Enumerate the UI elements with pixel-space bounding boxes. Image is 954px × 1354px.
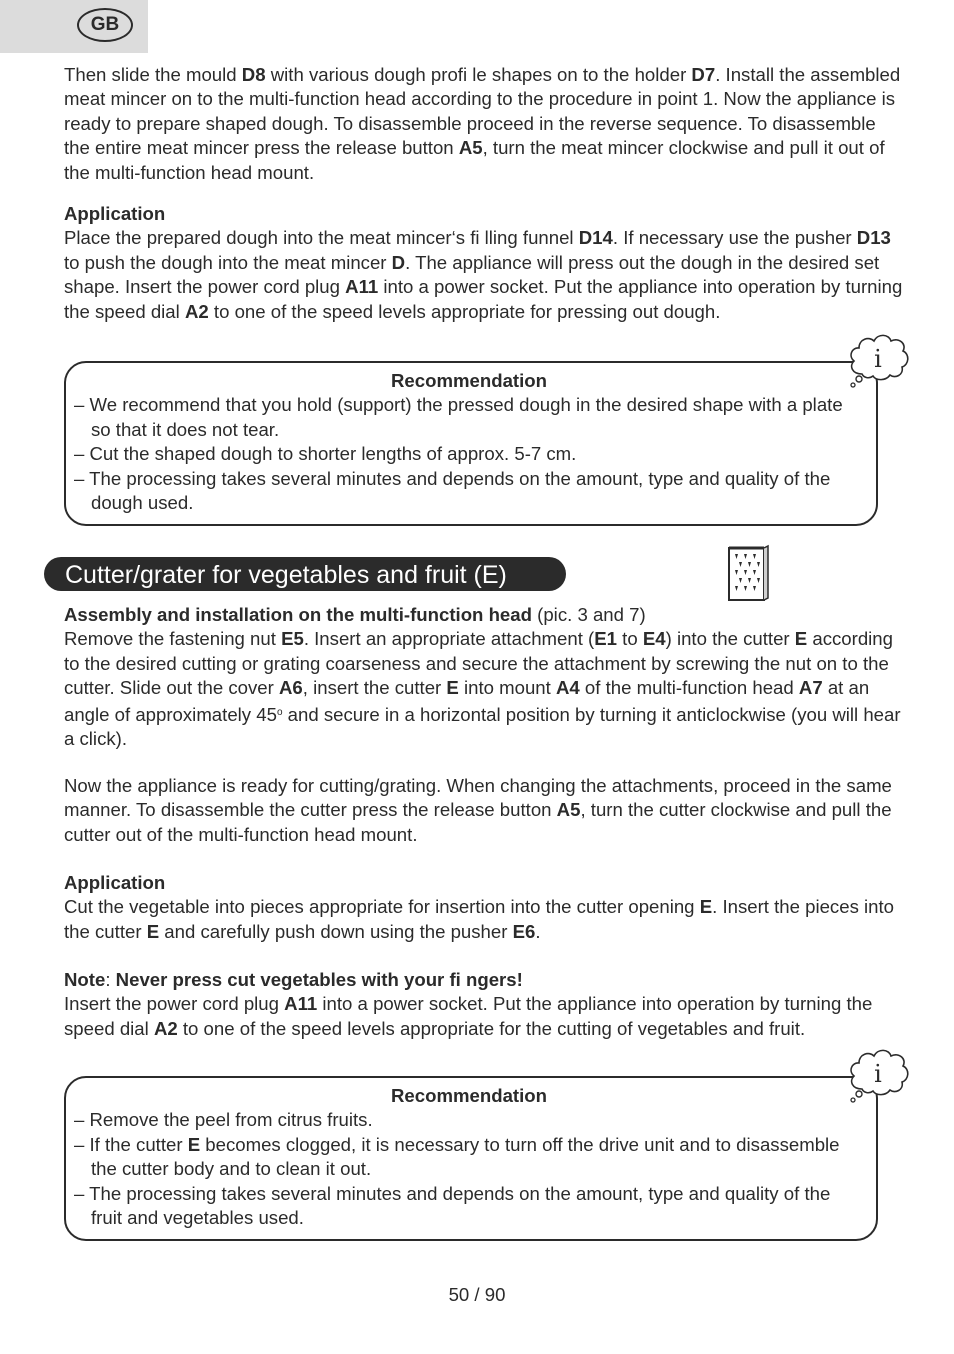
intro-paragraph: Then slide the mould D8 with various dough profi le shapes on to the holder D7. Install the assembled meat mincer on to the multi-function head according to the procedure in point 1. Now the appliance is ready to prepare shaped dough. To disassemble proceed in the reverse sequence. To disassemble the entire meat mincer press the release button A5, turn the meat mincer clockwise and pull it out of the multi-function head mount. [64, 64, 901, 183]
note-label: Note [64, 969, 106, 990]
recommendation-box-dough [64, 361, 878, 526]
application-paragraph-dough: Application Place the prepared dough into the meat mincer‘s fi lling funnel D14. If necessary use the pusher D13 to push the dough into the meat mincer D. The appliance will press out the dough in the desired set shape. Insert the power cord plug A11 into a power socket. Put the appliance into operation by turning the speed dial A2 to one of the speed levels appropriate for pressing out dough. [64, 203, 903, 322]
info-bubble-icon [846, 330, 912, 392]
recommendation-title: Recommendation [390, 1085, 547, 1106]
note-warning: Never press cut vegetables with your fi ngers! [115, 969, 523, 990]
grater-icon [726, 542, 770, 604]
recommendation-item: – Remove the peel from citrus fruits. [74, 1109, 373, 1131]
ready-paragraph: Now the appliance is ready for cutting/grating. When changing the attachments, proceed in the same manner. To disassemble the cutter press the release button A5, turn the cutter clockwise and pull the cutter out of the multi-function head mount. [64, 775, 892, 845]
application-heading: Application [64, 203, 166, 224]
section-title-bar: Cutter/grater for vegetables and fruit (E) [44, 557, 566, 591]
recommendation-item: – If the cutter E becomes clogged, it is necessary to turn off the drive unit and to disassemble the cutter body and to clean it out. [74, 1133, 840, 1180]
recommendation-box-cutter [64, 1076, 878, 1241]
application-paragraph-cutter: Application Cut the vegetable into pieces appropriate for insertion into the cutter opening E. Insert the pieces into the cutter E and carefully push down using the pusher E6. [64, 871, 904, 944]
assembly-paragraph: Assembly and installation on the multi-function head (pic. 3 and 7) Remove the fastening nut E5. Insert an appropriate attachment (E1 to E4) into the cutter E according to the desired cutting or grating coarseness and secure the attachment by screwing the nut on to the cutter. Slide out the cover A6, insert the cutter E into mount A4 of the multi-function head A7 at an angle of approximately 45$^o$ and secure in a horizontal position by turning it anticlockwise (you will hear a click). [64, 604, 901, 750]
language-badge: GB [77, 8, 133, 42]
recommendation-item: – The processing takes several minutes and depends on the amount, type and quality of the fruit and vegetables used. [74, 1182, 831, 1229]
info-glyph: i [874, 345, 882, 373]
info-bubble-icon [846, 1045, 912, 1107]
note-paragraph: Note: Never press cut vegetables with your fi ngers! Insert the power cord plug A11 into a power socket. Put the appliance into operation by turning the speed dial A2 to one of the speed levels appropriate for the cutting of vegetables and fruit. [64, 969, 873, 1039]
application-heading: Application [64, 872, 166, 893]
assembly-heading: Assembly and installation on the multi-function head [64, 604, 532, 625]
recommendation-title: Recommendation [390, 370, 547, 391]
recommendation-item: – The processing takes several minutes and depends on the amount, type and quality of the dough used. [74, 467, 831, 514]
recommendation-item: – We recommend that you hold (support) the pressed dough in the desired shape with a plate so that it does not tear. [74, 394, 843, 440]
recommendation-item: – Cut the shaped dough to shorter lengths of approx. 5-7 cm. [74, 443, 577, 465]
page-number: 50 / 90 [448, 1284, 506, 1305]
info-glyph: i [874, 1060, 882, 1088]
